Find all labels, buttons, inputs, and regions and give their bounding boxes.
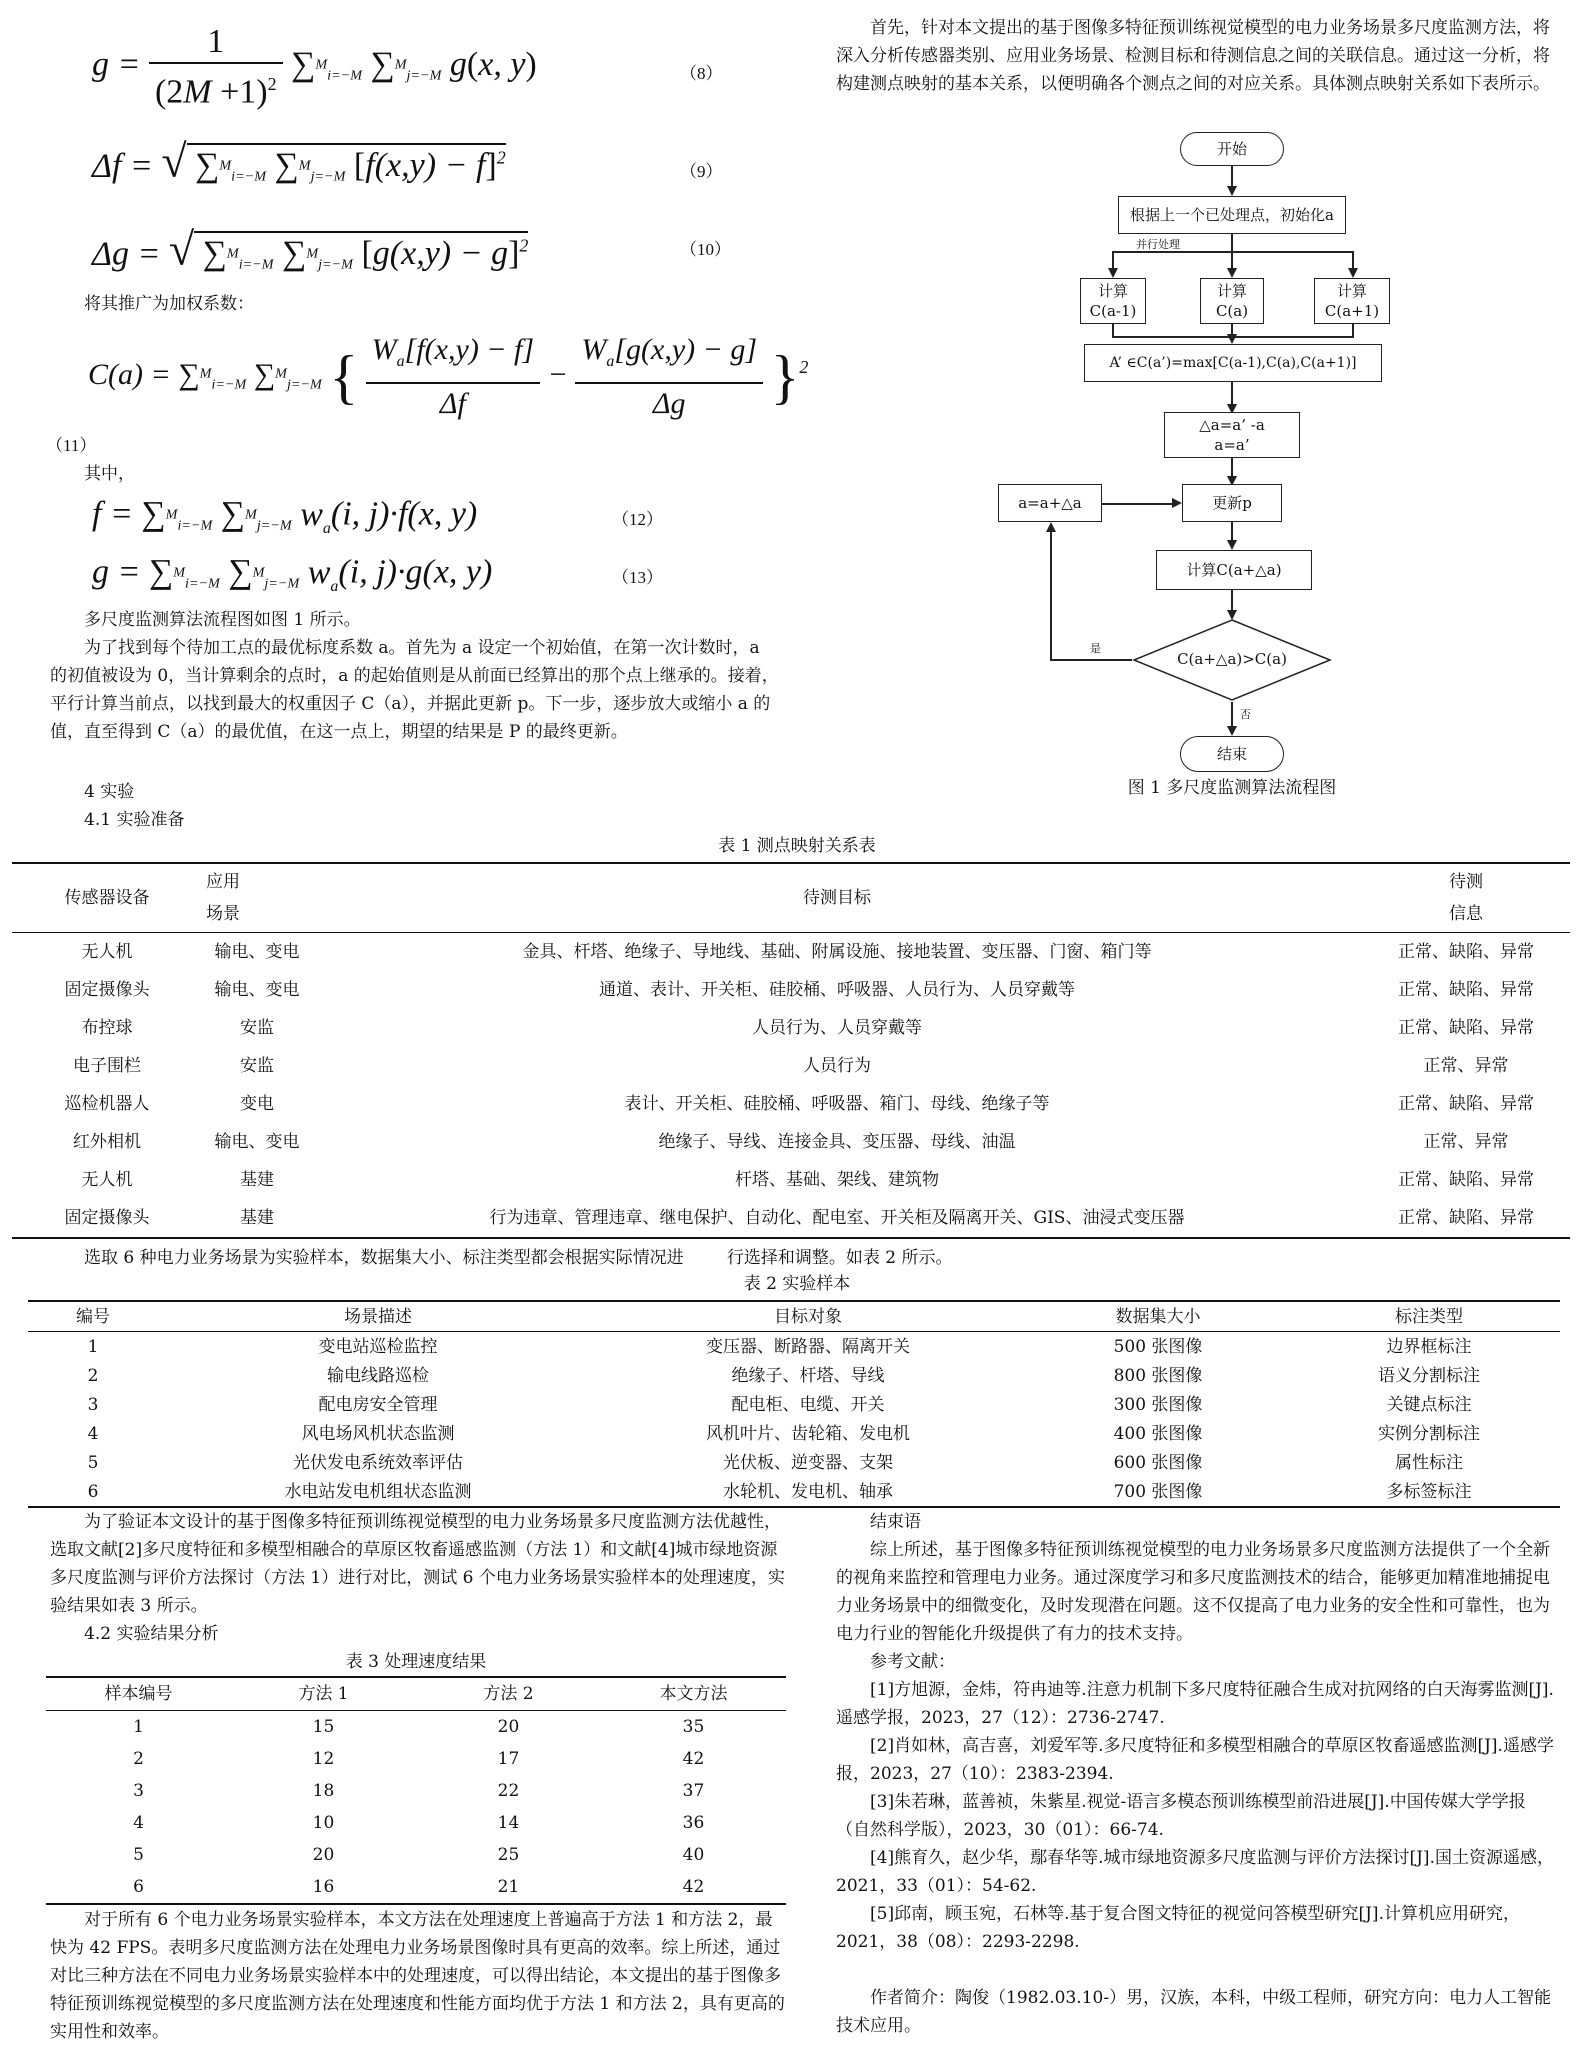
- equation-10: Δg = √ ∑$^M_{i=-M}$ ∑$^M_{j=-M}$ $[g(x,y) - g]^2$: [92, 223, 529, 275]
- table-cell: 无人机: [81, 942, 133, 962]
- table-caption: 表 3 处理速度结果: [345, 1652, 487, 1672]
- table-header-cell: 样本编号: [46, 1677, 231, 1711]
- table-row: [12, 971, 1570, 1009]
- table-cell: 风机叶片、齿轮箱、发电机: [706, 1423, 910, 1444]
- table-cell: 40: [682, 1845, 705, 1865]
- table-cell: 固定摄像头: [64, 980, 150, 1000]
- table-cell: 光伏板、逆变器、支架: [723, 1452, 893, 1473]
- table-header-row: [28, 1301, 1560, 1332]
- table-cell: 42: [682, 1749, 705, 1769]
- table-row: [12, 1123, 1570, 1161]
- table-cell: 水轮机、发电机、轴承: [598, 1477, 1018, 1507]
- table-cell: 5: [87, 1452, 99, 1473]
- table-cell: 700 张图像: [1018, 1477, 1298, 1507]
- flowchart-update-p: 更新p: [1182, 484, 1282, 522]
- section-heading: 4.2 实验结果分析: [84, 1624, 219, 1644]
- flowchart-calc-prev: 计算 C(a-1): [1080, 278, 1146, 324]
- table-row: [28, 1419, 1560, 1448]
- table-row: [12, 1047, 1570, 1085]
- table-cell: 无人机: [81, 1170, 133, 1190]
- table-cell: 多标签标注: [1298, 1477, 1560, 1507]
- table-row: [12, 1161, 1570, 1199]
- paragraph: 对于所有 6 个电力业务场景实验样本，本文方法在处理速度上普遍高于方法 1 和方法 2，最快为 42 FPS。表明多尺度监测方法在处理电力业务场景图像时具有更高的效率。综上所述，通过对比三种方法在不同电力业务场景实验样本中的处理速度，可以得出结论，本文提出的基于图像多特征预训练视觉模型的多尺度监测方法在处理速度和性能方面均优于方法 1 和方法 2，具有更高的实用性和效率。: [50, 1910, 785, 2042]
- equation-number: （12）: [612, 510, 663, 529]
- table-cell: 配电柜、电缆、开关: [731, 1394, 885, 1415]
- table-cell: 基建: [240, 1170, 274, 1190]
- table-cell: 巡检机器人: [64, 1094, 150, 1114]
- table-cell: 人员行为: [803, 1056, 871, 1076]
- table-cell: 绝缘子、导线、连接金具、变压器、母线、油温: [658, 1132, 1016, 1152]
- table-row: [28, 1448, 1560, 1477]
- section-heading: 结束语: [870, 1512, 921, 1532]
- table-cell: 语义分割标注: [1378, 1365, 1480, 1386]
- table-header-cell: 待测目标: [312, 863, 1362, 933]
- table-cell: 37: [682, 1781, 705, 1801]
- table-1: [12, 862, 1570, 1239]
- flowchart-start: 开始: [1180, 132, 1284, 166]
- paragraph: 为了找到每个待加工点的最优标度系数 a。首先为 a 设定一个初始值，在第一次计数时，a 的初值被设为 0，当计算剩余的点时，a 的起始值则是从前面已经算出的那个点上继承的。接着，平行计算当前点，以找到最大的权重因子 C（a），并据此更新 p。下一步，逐步放大或缩小 a 的值，直至得到 C（a）的最优值，在这一点上，期望的结果是 P 的最终更新。: [50, 638, 779, 742]
- table-cell: 22: [497, 1781, 520, 1801]
- table-cell: 42: [601, 1871, 786, 1904]
- paragraph: 综上所述，基于图像多特征预训练视觉模型的电力业务场景多尺度监测方法提供了一个全新的视角来监控和管理电力业务。通过深度学习和多尺度监测技术的结合，能够更加精准地捕捉电力业务场景中的细微变化，及时发现潜在问题。这不仅提高了电力业务的安全性和可靠性，也为电力行业的智能化升级提供了有力的技术支持。: [836, 1540, 1550, 1644]
- table-cell: 风电场风机状态监测: [301, 1423, 455, 1444]
- table-header-row: [12, 863, 1570, 933]
- table-cell: 3: [133, 1781, 144, 1801]
- table-cell: 正常、异常: [1423, 1056, 1509, 1076]
- flowchart-calc-next: 计算 C(a+1): [1314, 278, 1390, 324]
- table-row: [12, 1009, 1570, 1047]
- section-heading: 4 实验: [84, 782, 135, 802]
- table-cell: 800 张图像: [1113, 1365, 1203, 1386]
- section-heading: 4.1 实验准备: [84, 810, 185, 830]
- table-cell: 安监: [240, 1018, 274, 1038]
- equation-number: （13）: [612, 568, 663, 587]
- table-cell: 人员行为、人员穿戴等: [752, 1018, 922, 1038]
- table-cell: 500 张图像: [1113, 1336, 1203, 1357]
- table-cell: 25: [497, 1845, 520, 1865]
- flowchart-end: 结束: [1180, 736, 1284, 772]
- flowchart-delta: △a=a’ -a a=a’: [1164, 412, 1300, 458]
- table-2: [28, 1300, 1560, 1508]
- table-cell: 边界框标注: [1386, 1336, 1472, 1357]
- table-cell: 300 张图像: [1113, 1394, 1203, 1415]
- reference-item: [3]朱若琳，蓝善祯，朱紫星.视觉-语言多模态预训练模型前沿进展[J].中国传媒大学学报（自然科学版），2023，30（01）：66-74.: [836, 1792, 1526, 1840]
- table-3: [46, 1676, 786, 1905]
- table-cell: 2: [133, 1749, 144, 1769]
- table-row: [12, 933, 1570, 972]
- table-cell: 关键点标注: [1386, 1394, 1472, 1415]
- flowchart-no-label: 否: [1240, 708, 1251, 721]
- table-cell: 4: [87, 1423, 99, 1444]
- paragraph: 选取 6 种电力业务场景为实验样本，数据集大小、标注类型都会根据实际情况进 行选择和调整。如表 2 所示。: [84, 1248, 953, 1268]
- flowchart-max: A’ ∈C(a’)=max[C(a-1),C(a),C(a+1)]: [1084, 344, 1382, 382]
- table-cell: 输电、变电: [214, 980, 300, 1000]
- table-cell: 21: [416, 1871, 601, 1904]
- flowchart-yes-label: 是: [1090, 642, 1101, 655]
- table-row: [12, 1085, 1570, 1123]
- table-caption: 表 2 实验样本: [743, 1274, 851, 1294]
- figure-caption: 图 1 多尺度监测算法流程图: [1127, 778, 1337, 798]
- table-cell: 输电线路巡检: [327, 1365, 429, 1386]
- table-row: [12, 1199, 1570, 1238]
- table-cell: 4: [133, 1813, 144, 1833]
- table-cell: 5: [133, 1845, 144, 1865]
- table-row: [28, 1361, 1560, 1390]
- equation-number: （10）: [680, 240, 731, 259]
- table-cell: 400 张图像: [1113, 1423, 1203, 1444]
- table-cell: 6: [46, 1871, 231, 1904]
- table-cell: 3: [87, 1394, 99, 1415]
- table-header-cell: 本文方法: [601, 1677, 786, 1711]
- table-cell: 15: [312, 1717, 335, 1737]
- table-cell: 布控球: [81, 1018, 133, 1038]
- table-cell: 10: [312, 1813, 335, 1833]
- equation-number: （8）: [680, 64, 723, 83]
- table-row: [46, 1775, 786, 1807]
- table-row: [46, 1839, 786, 1871]
- text-generalize: 将其推广为加权系数：: [84, 294, 254, 314]
- flowchart-calc-cur: 计算 C(a): [1200, 278, 1264, 324]
- table-cell: 6: [28, 1477, 158, 1507]
- table-header-cell: 场景描述: [158, 1301, 598, 1332]
- table-cell: 正常、缺陷、异常: [1398, 942, 1534, 962]
- table-cell: 600 张图像: [1113, 1452, 1203, 1473]
- table-row: [28, 1390, 1560, 1419]
- table-cell: 电子围栏: [73, 1056, 141, 1076]
- table-cell: 通道、表计、开关柜、硅胶桶、呼吸器、人员行为、人员穿戴等: [599, 980, 1075, 1000]
- author-bio: 作者简介：陶俊（1982.03.10-）男，汉族，本科，中级工程师，研究方向：电力人工智能技术应用。: [836, 1988, 1552, 2036]
- table-cell: 实例分割标注: [1378, 1423, 1480, 1444]
- table-cell: 金具、杆塔、绝缘子、导地线、基础、附属设施、接地装置、变压器、门窗、箱门等: [522, 942, 1152, 962]
- table-cell: 安监: [240, 1056, 274, 1076]
- table-row: [46, 1807, 786, 1839]
- table-header-cell: 目标对象: [598, 1301, 1018, 1332]
- table-row: [46, 1743, 786, 1775]
- table-cell: 属性标注: [1395, 1452, 1463, 1473]
- equation-number: （9）: [680, 162, 723, 181]
- table-cell: 正常、缺陷、异常: [1362, 1199, 1570, 1238]
- table-row: [46, 1871, 786, 1904]
- table-header-cell: 方法 1: [231, 1677, 416, 1711]
- table-cell: 绝缘子、杆塔、导线: [731, 1365, 885, 1386]
- table-cell: 正常、缺陷、异常: [1398, 1094, 1534, 1114]
- table-cell: 12: [312, 1749, 335, 1769]
- table-cell: 1: [87, 1336, 99, 1357]
- table-header-cell: 方法 2: [416, 1677, 601, 1711]
- table-row: [28, 1477, 1560, 1507]
- table-cell: 20: [312, 1845, 335, 1865]
- reference-item: [5]邱南，顾玉宛，石林等.基于复合图文特征的视觉问答模型研究[J].计算机应用研究，2021，38（08）：2293-2298.: [836, 1904, 1520, 1952]
- table-cell: 35: [682, 1717, 705, 1737]
- table-header-cell: 传感器设备: [12, 863, 202, 933]
- table-cell: 1: [133, 1717, 144, 1737]
- table-cell: 行为违章、管理违章、继电保护、自动化、配电室、开关柜及隔离开关、GIS、油浸式变压器: [312, 1199, 1362, 1238]
- table-cell: 水电站发电机组状态监测: [158, 1477, 598, 1507]
- table-header-cell: 应用 场景: [202, 863, 312, 933]
- table-cell: 基建: [202, 1199, 312, 1238]
- table-caption: 表 1 测点映射关系表: [718, 836, 876, 856]
- table-cell: 正常、异常: [1423, 1132, 1509, 1152]
- table-row: [28, 1332, 1560, 1362]
- table-cell: 配电房安全管理: [318, 1394, 438, 1415]
- table-cell: 固定摄像头: [12, 1199, 202, 1238]
- equation-13: g = ∑$^M_{i=-M}$ ∑$^M_{j=-M}$ $w_a(i$, j)·g(x, y): [92, 553, 493, 595]
- equation-number: （11）: [46, 436, 97, 455]
- table-cell: 光伏发电系统效率评估: [293, 1452, 463, 1473]
- table-cell: 正常、缺陷、异常: [1398, 1018, 1534, 1038]
- paragraph: 多尺度监测算法流程图如图 1 所示。: [84, 610, 361, 630]
- table-header-cell: 编号: [28, 1301, 158, 1332]
- table-cell: 18: [312, 1781, 335, 1801]
- table-cell: 17: [497, 1749, 520, 1769]
- table-cell: 红外相机: [73, 1132, 141, 1152]
- table-header-cell: 待测 信息: [1362, 863, 1570, 933]
- table-row: [46, 1711, 786, 1744]
- reference-item: [4]熊育久，赵少华，鄢春华等.城市绿地资源多尺度监测与评价方法探讨[J].国土资源遥感，2021，33（01）：54-62.: [836, 1848, 1554, 1896]
- reference-list: [836, 1676, 1558, 1956]
- table-cell: 36: [682, 1813, 705, 1833]
- paragraph: 首先，针对本文提出的基于图像多特征预训练视觉模型的电力业务场景多尺度监测方法，将深入分析传感器类别、应用业务场景、检测目标和待测信息之间的关联信息。通过这一分析，将构建测点映射的基本关系，以便明确各个测点之间的对应关系。具体测点映射关系如下表所示。: [836, 18, 1550, 94]
- table-header-cell: 数据集大小: [1018, 1301, 1298, 1332]
- table-cell: 变压器、断路器、隔离开关: [706, 1336, 910, 1357]
- equation-9: Δf = √ ∑$^M_{i=-M}$ ∑$^M_{j=-M}$ $[f(x,y) - f]^2$: [92, 135, 506, 187]
- table-cell: 20: [497, 1717, 520, 1737]
- table-cell: 14: [497, 1813, 520, 1833]
- table-cell: 16: [231, 1871, 416, 1904]
- flowchart-a-increment: a=a+△a: [998, 484, 1102, 522]
- reference-item: [1]方旭源，金炜，符冉迪等.注意力机制下多尺度特征融合生成对抗网络的白天海雾监测[J].遥感学报，2023，27（12）：2736-2747.: [836, 1680, 1554, 1728]
- table-cell: 2: [87, 1365, 99, 1386]
- table-header-cell: 标注类型: [1298, 1301, 1560, 1332]
- table-cell: 输电、变电: [214, 1132, 300, 1152]
- flowchart-parallel-label: 并行处理: [1136, 238, 1180, 251]
- table-header-row: [46, 1677, 786, 1711]
- table-cell: 正常、缺陷、异常: [1398, 980, 1534, 1000]
- equation-8: g = $\frac{1}{(2M +1)^2}$ ∑$^M_{i=-M}$ ∑$^M_{j=-M}$ g(x, y): [92, 23, 537, 111]
- paragraph: 为了验证本文设计的基于图像多特征预训练视觉模型的电力业务场景多尺度监测方法优越性，选取文献[2]多尺度特征和多模型相融合的草原区牧畜遥感监测（方法 1）和文献[4]城市绿地资源多尺度监测与评价方法探讨（方法 1）进行对比，测试 6 个电力业务场景实验样本的处理速度，实验结果如表 3 所示。: [50, 1512, 785, 1616]
- table-cell: 表计、开关柜、硅胶桶、呼吸器、箱门、母线、绝缘子等: [624, 1094, 1050, 1114]
- table-cell: 正常、缺陷、异常: [1398, 1170, 1534, 1190]
- equation-12: f = ∑$^M_{i=-M}$ ∑$^M_{j=-M}$ $w_a(i$, j)·f(x, y): [92, 495, 478, 537]
- table-cell: 变电: [240, 1094, 274, 1114]
- flowchart-decision-label: C(a+△a)>C(a): [1177, 650, 1287, 668]
- table-cell: 变电站巡检监控: [318, 1336, 438, 1357]
- table-cell: 输电、变电: [214, 942, 300, 962]
- flowchart-init: 根据上一个已处理点，初始化a: [1118, 196, 1346, 234]
- references-heading: 参考文献：: [870, 1652, 955, 1672]
- text-where: 其中，: [84, 464, 135, 484]
- equation-11: C(a) = ∑$^M_{i=-M}$ ∑$^M_{j=-M}$ { $\frac{W_a[f(x,y) - f]}{\Delta f}$ − $\frac{W_a[g(x,y) - g]}{\Delta g}$ }$^2$: [88, 330, 808, 424]
- table-cell: 杆塔、基础、架线、建筑物: [735, 1170, 939, 1190]
- flowchart-calc-delta: 计算C(a+△a): [1156, 550, 1312, 590]
- reference-item: [2]肖如林，高吉喜，刘爱军等.多尺度特征和多模型相融合的草原区牧畜遥感监测[J].遥感学报，2023，27（10）：2383-2394.: [836, 1736, 1554, 1784]
